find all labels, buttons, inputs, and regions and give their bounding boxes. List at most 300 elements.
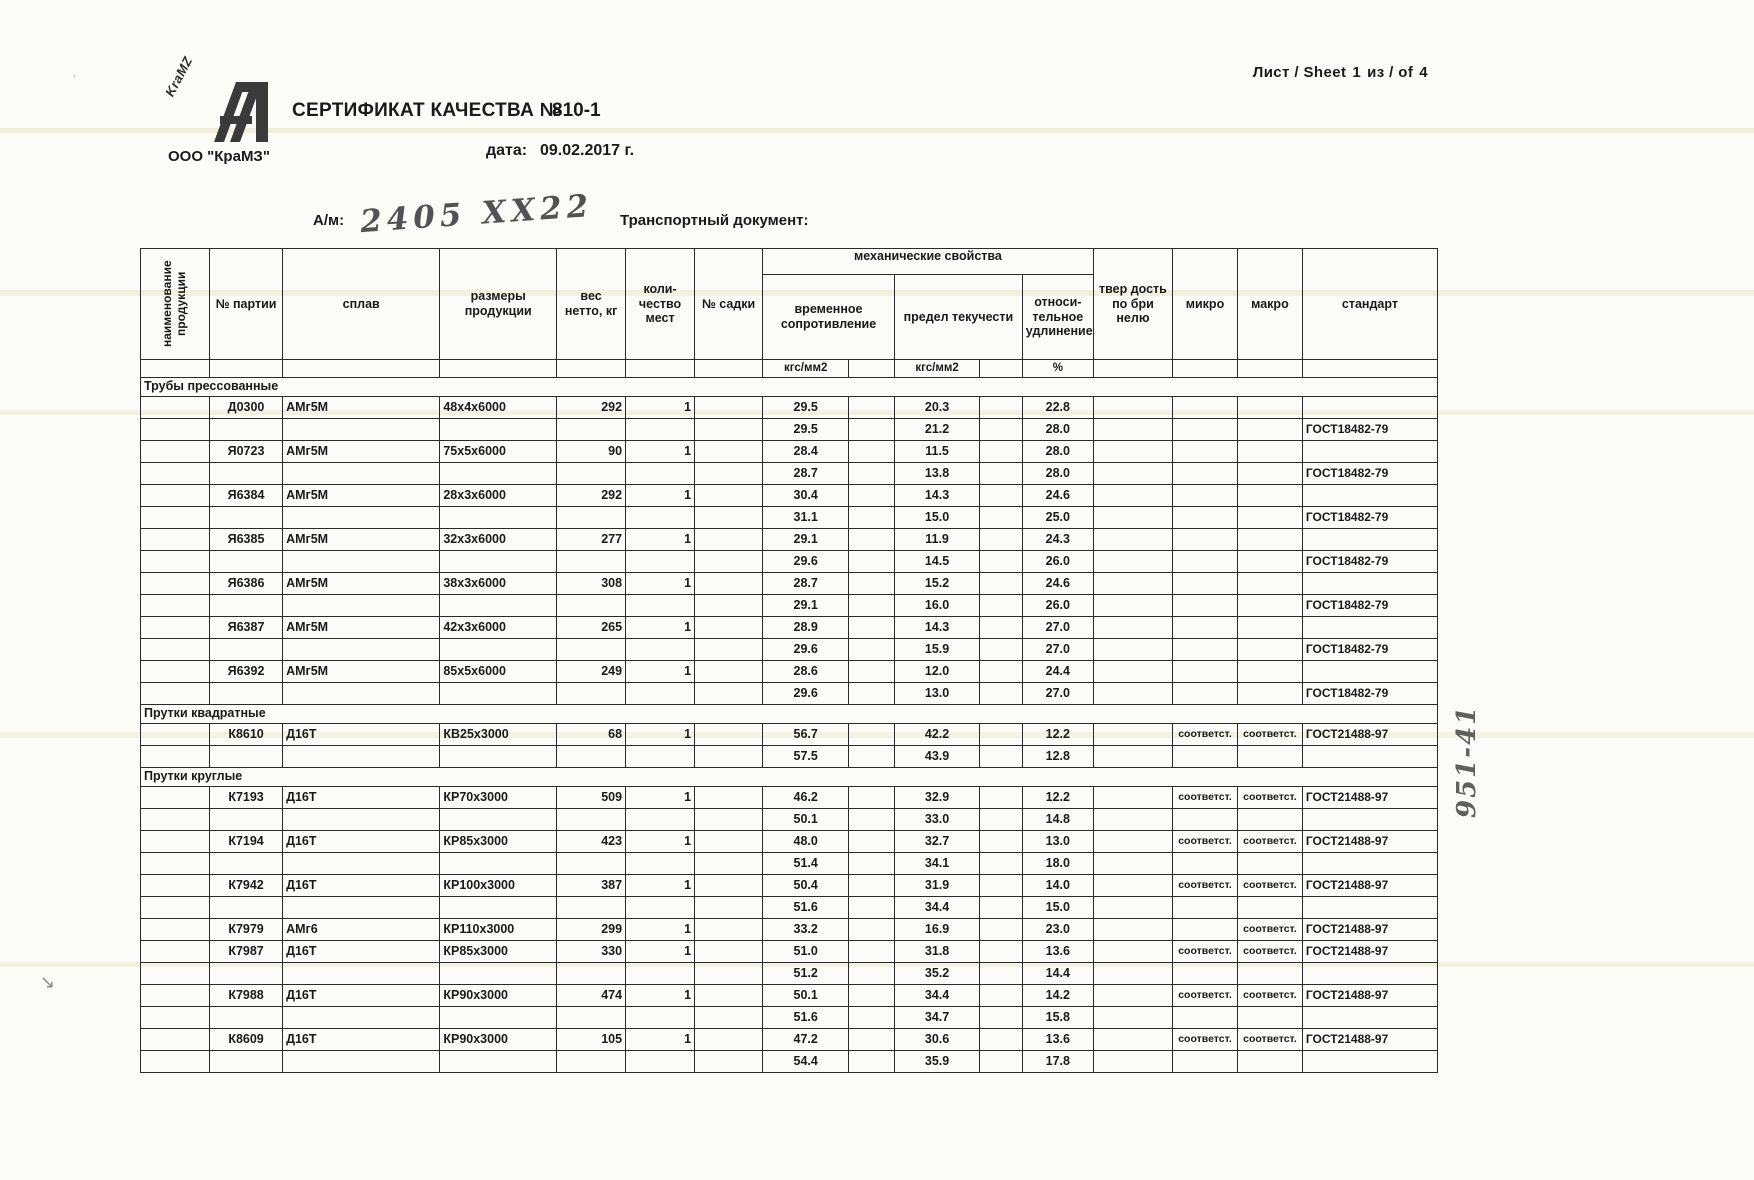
cell-furnace-no: [695, 441, 763, 463]
cell-yield: 14.5: [894, 551, 979, 573]
cell-yield: 16.9: [894, 919, 979, 941]
cell-elongation: 24.6: [1022, 573, 1093, 595]
cell-furnace-no: [695, 919, 763, 941]
cell-hardness: [1093, 441, 1172, 463]
cell-tensile: 50.4: [763, 875, 849, 897]
col-product-name-label: наименование продукции: [160, 260, 188, 348]
col-standard: стандарт: [1302, 249, 1437, 360]
col-mech-group: механические свойства: [763, 249, 1094, 275]
section-header-row: [141, 705, 1438, 724]
cell-empty: [849, 897, 895, 919]
cell-empty: [141, 985, 210, 1007]
cell-empty: [980, 809, 1023, 831]
table-row: [141, 485, 1438, 507]
cell-alloy: Д16Т: [283, 831, 440, 853]
table-row: [141, 661, 1438, 683]
cell-dimensions: КВ25х3000: [440, 724, 557, 746]
cell-batch-no: К7194: [210, 831, 283, 853]
cell-micro: [1173, 529, 1238, 551]
cell-macro: соответст.: [1237, 1029, 1302, 1051]
col-product-name: [141, 249, 210, 360]
cell-net-weight: [557, 595, 626, 617]
table-row: [141, 1051, 1438, 1073]
cell-yield: 15.0: [894, 507, 979, 529]
margin-handwritten-note: 951-41: [1452, 704, 1482, 818]
cell-yield: 14.3: [894, 485, 979, 507]
cell-elongation: 15.0: [1022, 897, 1093, 919]
cell-micro: [1173, 809, 1238, 831]
cell-dimensions: КР90х3000: [440, 1029, 557, 1051]
cell-yield: 21.2: [894, 419, 979, 441]
cell-empty: [141, 853, 210, 875]
cell-standard: [1302, 963, 1437, 985]
cell-macro: [1237, 1051, 1302, 1073]
cell-alloy: [283, 897, 440, 919]
table-row: [141, 787, 1438, 809]
cell-alloy: [283, 746, 440, 768]
cell-empty: [141, 441, 210, 463]
cell-tensile: 51.6: [763, 1007, 849, 1029]
cell-net-weight: 308: [557, 573, 626, 595]
cell-hardness: [1093, 639, 1172, 661]
cell-tensile: 48.0: [763, 831, 849, 853]
cell-tensile: 30.4: [763, 485, 849, 507]
cell-places-count: 1: [626, 485, 695, 507]
cell-hardness: [1093, 787, 1172, 809]
cell-dimensions: [440, 683, 557, 705]
cell-macro: соответст.: [1237, 941, 1302, 963]
cell-elongation: 14.8: [1022, 809, 1093, 831]
unit-blank: [440, 360, 557, 378]
unit-blank: [1093, 360, 1172, 378]
company-logo: [162, 54, 288, 165]
cell-alloy: [283, 963, 440, 985]
cell-standard: [1302, 809, 1437, 831]
cell-empty: [849, 617, 895, 639]
cell-furnace-no: [695, 787, 763, 809]
cell-alloy: АМг5М: [283, 661, 440, 683]
cell-elongation: 22.8: [1022, 397, 1093, 419]
cell-empty: [141, 875, 210, 897]
cell-yield: 12.0: [894, 661, 979, 683]
cell-empty: [141, 463, 210, 485]
unit-blank: [557, 360, 626, 378]
cell-yield: 43.9: [894, 746, 979, 768]
cell-alloy: [283, 1007, 440, 1029]
cell-standard: [1302, 1051, 1437, 1073]
cell-empty: [141, 617, 210, 639]
cell-empty: [141, 1007, 210, 1029]
cell-net-weight: 105: [557, 1029, 626, 1051]
cell-hardness: [1093, 963, 1172, 985]
cell-micro: [1173, 661, 1238, 683]
table-row: [141, 919, 1438, 941]
cell-empty: [141, 1051, 210, 1073]
unit-blank: [626, 360, 695, 378]
unit-blank: [1302, 360, 1437, 378]
cell-batch-no: Д0300: [210, 397, 283, 419]
cell-batch-no: К8609: [210, 1029, 283, 1051]
cell-places-count: [626, 853, 695, 875]
cell-empty: [849, 683, 895, 705]
cell-batch-no: [210, 809, 283, 831]
cell-empty: [141, 595, 210, 617]
cell-elongation: 27.0: [1022, 617, 1093, 639]
cell-micro: [1173, 919, 1238, 941]
table-row: [141, 573, 1438, 595]
cell-batch-no: Я6385: [210, 529, 283, 551]
cell-elongation: 14.4: [1022, 963, 1093, 985]
col-yield: предел текучести: [894, 274, 1022, 359]
cell-tensile: 51.4: [763, 853, 849, 875]
cell-elongation: 13.6: [1022, 1029, 1093, 1051]
cell-elongation: 28.0: [1022, 463, 1093, 485]
cell-empty: [849, 1007, 895, 1029]
cell-empty: [849, 746, 895, 768]
cell-empty: [980, 1051, 1023, 1073]
cell-macro: соответст.: [1237, 787, 1302, 809]
sheet-current: 1: [1352, 64, 1362, 81]
cell-alloy: [283, 419, 440, 441]
cell-batch-no: [210, 853, 283, 875]
cell-alloy: Д16Т: [283, 787, 440, 809]
cell-elongation: 24.4: [1022, 661, 1093, 683]
cell-tensile: 46.2: [763, 787, 849, 809]
cell-net-weight: 292: [557, 485, 626, 507]
cell-net-weight: [557, 1007, 626, 1029]
table-row: [141, 746, 1438, 768]
unit-blank: [210, 360, 283, 378]
cell-net-weight: [557, 419, 626, 441]
cell-hardness: [1093, 809, 1172, 831]
cell-net-weight: [557, 963, 626, 985]
cell-dimensions: [440, 897, 557, 919]
cell-hardness: [1093, 1051, 1172, 1073]
cell-empty: [980, 507, 1023, 529]
cell-batch-no: Я0723: [210, 441, 283, 463]
cell-dimensions: КР100х3000: [440, 875, 557, 897]
cell-micro: [1173, 419, 1238, 441]
cell-empty: [141, 573, 210, 595]
table-row: [141, 724, 1438, 746]
cell-empty: [141, 787, 210, 809]
cell-places-count: [626, 551, 695, 573]
cell-tensile: 47.2: [763, 1029, 849, 1051]
cell-alloy: [283, 507, 440, 529]
cell-net-weight: 292: [557, 397, 626, 419]
col-places-count: коли-чество мест: [626, 249, 695, 360]
cell-dimensions: [440, 809, 557, 831]
cell-empty: [980, 397, 1023, 419]
cell-alloy: [283, 551, 440, 573]
cell-elongation: 28.0: [1022, 441, 1093, 463]
cell-tensile: 28.7: [763, 573, 849, 595]
cell-yield: 15.2: [894, 573, 979, 595]
cell-tensile: 29.5: [763, 419, 849, 441]
cell-places-count: 1: [626, 573, 695, 595]
cell-places-count: 1: [626, 529, 695, 551]
cell-empty: [141, 419, 210, 441]
unit-blank: [695, 360, 763, 378]
cell-net-weight: [557, 639, 626, 661]
cell-tensile: 28.4: [763, 441, 849, 463]
cell-dimensions: КР70х3000: [440, 787, 557, 809]
cell-macro: [1237, 617, 1302, 639]
cell-batch-no: [210, 639, 283, 661]
cell-micro: [1173, 595, 1238, 617]
cell-furnace-no: [695, 595, 763, 617]
cell-yield: 42.2: [894, 724, 979, 746]
cell-batch-no: Я6386: [210, 573, 283, 595]
cell-elongation: 25.0: [1022, 507, 1093, 529]
cell-macro: [1237, 683, 1302, 705]
cell-standard: [1302, 897, 1437, 919]
cell-empty: [849, 853, 895, 875]
cell-yield: 33.0: [894, 809, 979, 831]
cell-empty: [141, 831, 210, 853]
table-row: [141, 897, 1438, 919]
cell-tensile: 51.2: [763, 963, 849, 985]
cell-dimensions: [440, 746, 557, 768]
cell-hardness: [1093, 617, 1172, 639]
cell-hardness: [1093, 507, 1172, 529]
cell-standard: [1302, 746, 1437, 768]
cell-tensile: 28.7: [763, 463, 849, 485]
cell-macro: соответст.: [1237, 919, 1302, 941]
cell-net-weight: [557, 809, 626, 831]
certificate-title: СЕРТИФИКАТ КАЧЕСТВА №: [292, 100, 562, 121]
cell-tensile: 29.6: [763, 551, 849, 573]
col-micro: микро: [1173, 249, 1238, 360]
cell-furnace-no: [695, 397, 763, 419]
cell-empty: [849, 595, 895, 617]
cell-tensile: 28.9: [763, 617, 849, 639]
col-dimensions: размеры продукции: [440, 249, 557, 360]
cell-standard: [1302, 1007, 1437, 1029]
table-row: [141, 1029, 1438, 1051]
cell-net-weight: 265: [557, 617, 626, 639]
cell-dimensions: КР85х3000: [440, 941, 557, 963]
cell-places-count: 1: [626, 1029, 695, 1051]
cell-elongation: 27.0: [1022, 639, 1093, 661]
cell-standard: ГОСТ18482-79: [1302, 463, 1437, 485]
cell-tensile: 50.1: [763, 985, 849, 1007]
cell-standard: ГОСТ21488-97: [1302, 875, 1437, 897]
cell-empty: [980, 419, 1023, 441]
cell-macro: [1237, 853, 1302, 875]
cell-batch-no: Я6392: [210, 661, 283, 683]
cell-batch-no: К8610: [210, 724, 283, 746]
cell-micro: [1173, 441, 1238, 463]
cell-places-count: [626, 463, 695, 485]
col-batch-no: № партии: [210, 249, 283, 360]
cell-net-weight: 277: [557, 529, 626, 551]
cell-alloy: АМг5М: [283, 617, 440, 639]
unit-blank: [141, 360, 210, 378]
cell-empty: [849, 1029, 895, 1051]
table-row: [141, 683, 1438, 705]
cell-yield: 34.4: [894, 897, 979, 919]
table-row: [141, 985, 1438, 1007]
cell-empty: [141, 551, 210, 573]
table-row: [141, 831, 1438, 853]
cell-empty: [849, 941, 895, 963]
cell-empty: [980, 985, 1023, 1007]
cell-yield: 35.9: [894, 1051, 979, 1073]
cell-macro: соответст.: [1237, 724, 1302, 746]
cell-macro: [1237, 897, 1302, 919]
cell-empty: [141, 485, 210, 507]
cell-dimensions: 32x3x6000: [440, 529, 557, 551]
cell-micro: [1173, 551, 1238, 573]
cell-furnace-no: [695, 485, 763, 507]
cell-places-count: [626, 897, 695, 919]
col-macro: макро: [1237, 249, 1302, 360]
col-net-weight: вес нетто, кг: [557, 249, 626, 360]
cell-elongation: 12.2: [1022, 787, 1093, 809]
cell-net-weight: 299: [557, 919, 626, 941]
cell-alloy: [283, 809, 440, 831]
cell-macro: [1237, 551, 1302, 573]
cell-alloy: Д16Т: [283, 985, 440, 1007]
vehicle-label: А/м:: [313, 212, 345, 229]
cell-standard: ГОСТ21488-97: [1302, 724, 1437, 746]
cell-standard: [1302, 853, 1437, 875]
cell-tensile: 33.2: [763, 919, 849, 941]
table-row: [141, 595, 1438, 617]
cell-net-weight: 249: [557, 661, 626, 683]
cell-empty: [849, 485, 895, 507]
unit-yield: кгс/мм2: [894, 360, 979, 378]
sheet-indicator: [1253, 64, 1434, 81]
cell-micro: соответст.: [1173, 831, 1238, 853]
sheet-label: Лист / Sheet: [1252, 64, 1347, 81]
cell-dimensions: 75x5x6000: [440, 441, 557, 463]
table-row: [141, 463, 1438, 485]
cell-furnace-no: [695, 1007, 763, 1029]
cell-empty: [141, 397, 210, 419]
sheet-total: 4: [1419, 64, 1428, 81]
cell-empty: [980, 639, 1023, 661]
cell-standard: [1302, 397, 1437, 419]
cell-micro: [1173, 897, 1238, 919]
cell-empty: [141, 897, 210, 919]
cell-net-weight: [557, 1051, 626, 1073]
cell-dimensions: 42x3x6000: [440, 617, 557, 639]
cell-net-weight: [557, 507, 626, 529]
cell-standard: ГОСТ21488-97: [1302, 941, 1437, 963]
cell-dimensions: [440, 419, 557, 441]
cell-empty: [980, 897, 1023, 919]
cell-hardness: [1093, 595, 1172, 617]
cell-hardness: [1093, 1029, 1172, 1051]
cell-furnace-no: [695, 463, 763, 485]
cell-alloy: [283, 1051, 440, 1073]
cell-dimensions: [440, 507, 557, 529]
cell-batch-no: [210, 1007, 283, 1029]
cell-empty: [980, 573, 1023, 595]
cell-places-count: [626, 639, 695, 661]
cell-empty: [980, 831, 1023, 853]
cell-micro: соответст.: [1173, 985, 1238, 1007]
cell-tensile: 51.0: [763, 941, 849, 963]
cell-places-count: 1: [626, 919, 695, 941]
cell-empty: [849, 441, 895, 463]
cell-batch-no: К7988: [210, 985, 283, 1007]
cell-standard: [1302, 661, 1437, 683]
unit-blank: [1237, 360, 1302, 378]
cell-places-count: [626, 595, 695, 617]
cell-empty: [849, 963, 895, 985]
cell-alloy: АМг5М: [283, 397, 440, 419]
cell-elongation: 26.0: [1022, 551, 1093, 573]
cell-macro: [1237, 661, 1302, 683]
cell-elongation: 27.0: [1022, 683, 1093, 705]
cell-furnace-no: [695, 529, 763, 551]
cell-micro: соответст.: [1173, 1029, 1238, 1051]
cell-empty: [980, 529, 1023, 551]
cell-net-weight: 68: [557, 724, 626, 746]
kramz-logo-icon: [190, 82, 274, 144]
cell-hardness: [1093, 485, 1172, 507]
cell-places-count: [626, 809, 695, 831]
cell-empty: [849, 419, 895, 441]
cell-furnace-no: [695, 551, 763, 573]
cell-dimensions: КР90х3000: [440, 985, 557, 1007]
cell-dimensions: [440, 639, 557, 661]
cell-alloy: АМг5М: [283, 573, 440, 595]
cell-standard: ГОСТ21488-97: [1302, 831, 1437, 853]
cell-standard: ГОСТ18482-79: [1302, 595, 1437, 617]
cell-empty: [980, 941, 1023, 963]
cell-dimensions: [440, 963, 557, 985]
cell-dimensions: [440, 853, 557, 875]
unit-blank: [849, 360, 895, 378]
transport-document-label: Транспортный документ:: [620, 212, 809, 229]
cell-alloy: [283, 683, 440, 705]
table-units-row: [141, 360, 1438, 378]
cell-yield: 32.9: [894, 787, 979, 809]
cell-elongation: 26.0: [1022, 595, 1093, 617]
cell-dimensions: [440, 1007, 557, 1029]
cell-dimensions: [440, 595, 557, 617]
cell-alloy: Д16Т: [283, 941, 440, 963]
cell-macro: [1237, 529, 1302, 551]
cell-empty: [849, 397, 895, 419]
cell-empty: [849, 507, 895, 529]
cell-alloy: [283, 595, 440, 617]
table-row: [141, 551, 1438, 573]
cell-empty: [141, 529, 210, 551]
cell-places-count: 1: [626, 985, 695, 1007]
cell-empty: [141, 683, 210, 705]
table-row: [141, 639, 1438, 661]
scan-speck: ↘: [40, 972, 56, 992]
cell-macro: [1237, 1007, 1302, 1029]
cell-furnace-no: [695, 661, 763, 683]
cell-macro: [1237, 419, 1302, 441]
cell-batch-no: К7193: [210, 787, 283, 809]
cell-hardness: [1093, 941, 1172, 963]
cell-elongation: 17.8: [1022, 1051, 1093, 1073]
unit-elongation: %: [1022, 360, 1093, 378]
cell-yield: 34.4: [894, 985, 979, 1007]
cell-furnace-no: [695, 1029, 763, 1051]
cell-elongation: 23.0: [1022, 919, 1093, 941]
cell-elongation: 13.0: [1022, 831, 1093, 853]
cell-macro: [1237, 573, 1302, 595]
table-row: [141, 397, 1438, 419]
